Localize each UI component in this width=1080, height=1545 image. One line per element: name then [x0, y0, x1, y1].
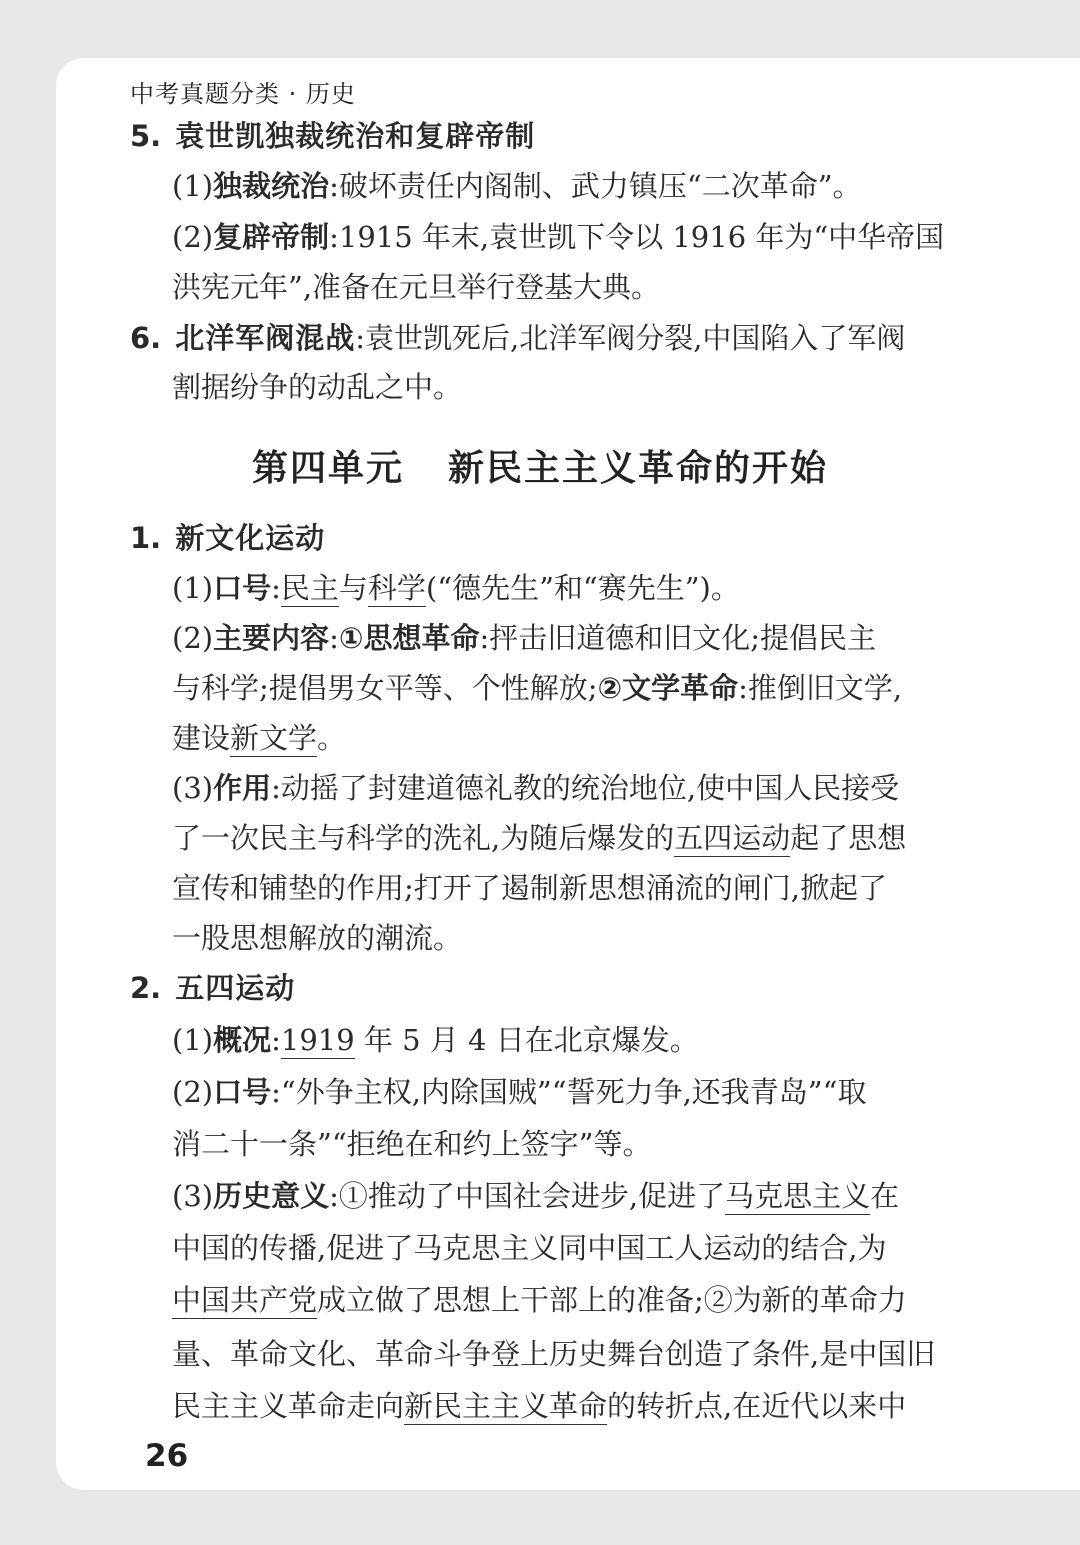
paragraph-line: [172, 868, 887, 908]
unit-label: 第四单元: [251, 448, 404, 489]
sub-item-number: (2): [172, 621, 214, 655]
colon: :: [271, 571, 281, 605]
keyword: 口号: [213, 571, 272, 605]
keyword: 口号: [213, 1075, 272, 1109]
body-text: :“外争主权,内除国贼”“誓死力争,还我青岛”“取: [271, 1075, 867, 1109]
body-text: 量、革命文化、革命斗争登上历史舞台创造了条件,是中国旧: [172, 1337, 936, 1371]
paragraph-line: [172, 818, 906, 858]
keyword: 复辟帝制: [213, 220, 330, 254]
unit-title: [0, 440, 1080, 491]
body-text: 民主主义革命走向: [172, 1389, 405, 1423]
unit-name: 新民主主义革命的开始: [448, 448, 829, 489]
paragraph-line: [172, 768, 899, 808]
body-text: :动摇了封建道德礼教的统治地位,使中国人民接受: [271, 771, 900, 805]
underlined-term: 民主: [280, 571, 339, 605]
keyword: 作用: [213, 771, 272, 805]
paragraph-line: [172, 217, 944, 257]
body-text: 成立做了思想上干部上的准备;②为新的革命力: [317, 1283, 907, 1317]
section-number: 1.: [130, 521, 162, 555]
body-text: 建设: [172, 721, 231, 755]
body-text: :破坏责任内阁制、武力镇压“二次革命”。: [329, 169, 862, 203]
keyword: 概况: [213, 1023, 272, 1057]
paragraph-line: [172, 1228, 886, 1268]
sub-item-number: (2): [172, 220, 214, 254]
section-number: 6.: [130, 321, 162, 355]
paragraph-line: [172, 1072, 866, 1112]
colon: :: [329, 621, 339, 655]
section-heading: [130, 518, 325, 558]
paragraph-line: [172, 267, 660, 307]
body-text: 宣传和铺垫的作用;打开了遏制新思想涌流的闸门,掀起了: [172, 871, 887, 905]
body-text: :袁世凯死后,北洋军阀分裂,中国陷入了军阀: [355, 321, 906, 355]
section-number: 2.: [130, 971, 162, 1005]
sub-item-number: (3): [172, 1179, 214, 1213]
body-text: 起了思想: [790, 821, 907, 855]
section-title: 袁世凯独裁统治和复辟帝制: [175, 119, 536, 153]
paragraph-line: [172, 1020, 699, 1060]
keyword: 主要内容: [213, 621, 330, 655]
body-text: 洪宪元年”,准备在元旦举行登基大典。: [172, 270, 661, 304]
body-text: 了一次民主与科学的洗礼,为随后爆发的: [172, 821, 675, 855]
body-text: :推倒旧文学,: [738, 671, 903, 705]
section-title: 北洋军阀混战: [175, 321, 356, 355]
paragraph-line: [172, 1124, 651, 1164]
underlined-term: 马克思主义: [725, 1179, 871, 1213]
paragraph-line: [172, 668, 902, 708]
keyword: ①思想革命: [338, 621, 480, 655]
paragraph-line: [172, 1386, 906, 1426]
underlined-term: 科学: [367, 571, 426, 605]
keyword: ②文学革命: [597, 671, 739, 705]
keyword: 历史意义: [213, 1179, 330, 1213]
paragraph-line: [172, 367, 462, 407]
paragraph-line: [172, 1176, 899, 1216]
page-number: 26: [145, 1438, 189, 1474]
sub-item-number: (1): [172, 571, 214, 605]
body-text: :①推动了中国社会进步,促进了: [329, 1179, 726, 1213]
underlined-term: 新文学: [230, 721, 318, 755]
section-title: 五四运动: [175, 971, 296, 1005]
body-text: 在: [870, 1179, 900, 1213]
body-text: 一股思想解放的潮流。: [172, 921, 463, 955]
body-text: :1915 年末,袁世凯下令以 1916 年为“中华帝国: [329, 220, 945, 254]
paragraph-line: [172, 568, 740, 608]
paragraph-line: [172, 1280, 907, 1320]
body-text: 。: [317, 721, 347, 755]
underlined-term: 五四运动: [674, 821, 791, 855]
body-text: 与: [338, 571, 368, 605]
body-text: 中国的传播,促进了马克思主义同中国工人运动的结合,为: [172, 1231, 887, 1265]
paragraph-line: [172, 618, 876, 658]
paragraph-line: [172, 166, 862, 206]
body-text: 的转折点,在近代以来中: [607, 1389, 907, 1423]
section-heading: [130, 116, 535, 156]
body-text: 割据纷争的动乱之中。: [172, 370, 463, 404]
section-number: 5.: [130, 119, 162, 153]
section-title: 新文化运动: [175, 521, 326, 555]
section-heading: [130, 968, 295, 1008]
sub-item-number: (2): [172, 1075, 214, 1109]
body-text: :抨击旧道德和旧文化;提倡民主: [479, 621, 876, 655]
body-text: 消二十一条”“拒绝在和约上签字”等。: [172, 1127, 652, 1161]
running-header: 中考真题分类 · 历史: [130, 80, 356, 108]
body-text: (“德先生”和“赛先生”)。: [425, 571, 740, 605]
sub-item-number: (3): [172, 771, 214, 805]
body-text: 与科学;提倡男女平等、个性解放;: [172, 671, 598, 705]
sub-item-number: (1): [172, 169, 214, 203]
paragraph-line: [172, 1334, 935, 1374]
underlined-term: 1919: [280, 1023, 355, 1057]
underlined-term: 新民主主义革命: [404, 1389, 608, 1423]
body-text: 年 5 月 4 日在北京爆发。: [354, 1023, 699, 1057]
section-heading: [130, 318, 905, 358]
paragraph-line: [172, 718, 346, 758]
keyword: 独裁统治: [213, 169, 330, 203]
sub-item-number: (1): [172, 1023, 214, 1057]
underlined-term: 中国共产党: [172, 1283, 318, 1317]
paragraph-line: [172, 918, 462, 958]
colon: :: [271, 1023, 281, 1057]
